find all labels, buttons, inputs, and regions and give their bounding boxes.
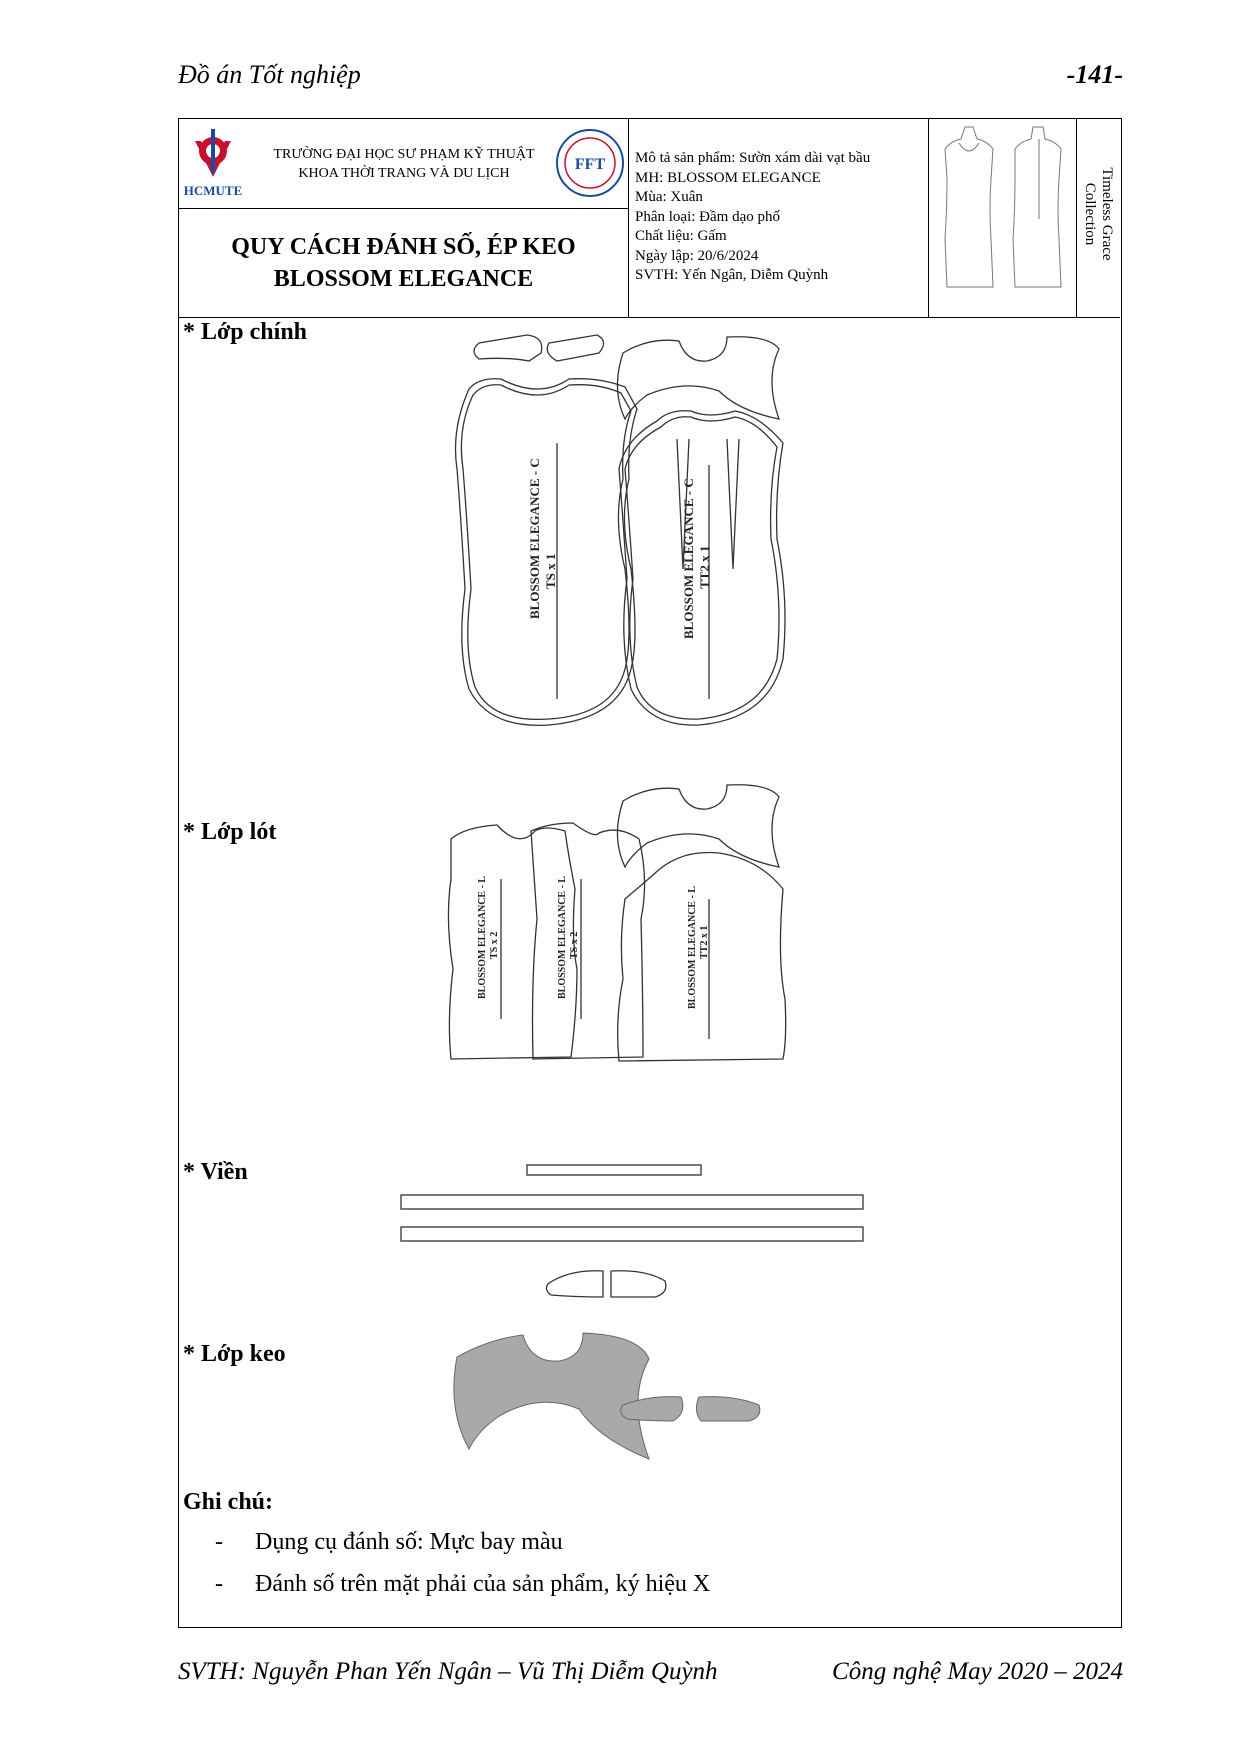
binding-collar-left xyxy=(546,1271,603,1297)
binding-collar-right xyxy=(611,1271,666,1297)
info-date: Ngày lập: 20/6/2024 xyxy=(635,247,759,264)
label-lining-1: BLOSSOM ELEGANCE - L xyxy=(477,875,488,999)
label-main-front: BLOSSOM ELEGANCE - C xyxy=(527,458,542,619)
main-front-panel xyxy=(456,379,638,726)
lining-panel-2 xyxy=(531,823,645,1059)
section-binding: * Viền xyxy=(183,1159,248,1185)
label-lining-3: BLOSSOM ELEGANCE - L xyxy=(687,885,698,1009)
collection-line-2: Collection xyxy=(1082,182,1098,246)
product-info xyxy=(629,119,929,317)
main-back-yoke xyxy=(617,337,779,419)
title-block xyxy=(179,119,1120,318)
pattern-diagram xyxy=(179,319,1120,1679)
svg-text:HCMUTE: HCMUTE xyxy=(183,183,243,198)
school-name: TRƯỜNG ĐẠI HỌC SƯ PHẠM KỸ THUẬT xyxy=(273,147,535,162)
flat-sketch xyxy=(929,119,1077,317)
info-students: SVTH: Yến Ngân, Diễm Quỳnh xyxy=(635,267,829,283)
svg-text:FFT: FFT xyxy=(574,156,606,173)
section-interfacing: * Lớp keo xyxy=(183,1341,286,1367)
sketch-back-dress xyxy=(1013,127,1061,287)
note-item: - Dụng cụ đánh số: Mực bay màu xyxy=(215,1529,563,1555)
label-lining-3-qty: TT2 x 1 xyxy=(699,925,710,959)
footer-program: Công nghệ May 2020 – 2024 xyxy=(832,1658,1123,1685)
footer-students: SVTH: Nguyễn Phan Yến Ngân – Vũ Thị Diễm Quỳnh xyxy=(178,1658,718,1685)
interfacing-collar-right xyxy=(696,1397,759,1421)
binding-strip-3 xyxy=(401,1227,863,1241)
info-description: Mô tả sản phẩm: Sườn xám dài vạt bầu xyxy=(635,150,871,166)
label-main-back: BLOSSOM ELEGANCE - C xyxy=(681,478,696,639)
school-header xyxy=(179,119,629,209)
faculty-name: KHOA THỜI TRANG VÀ DU LỊCH xyxy=(298,166,510,181)
header-title: Đồ án Tốt nghiệp xyxy=(178,60,361,89)
info-code: MH: BLOSSOM ELEGANCE xyxy=(635,169,821,186)
title-line-1: QUY CÁCH ĐÁNH SỐ, ÉP KEO xyxy=(231,234,576,260)
info-material: Chất liệu: Gấm xyxy=(635,228,727,244)
label-main-back-qty: TT2 x 1 xyxy=(697,545,712,589)
notes-heading: Ghi chú: xyxy=(183,1489,274,1515)
fft-logo xyxy=(555,123,625,203)
collection-line-1: Timeless Grace xyxy=(1099,167,1115,261)
collection-name xyxy=(1077,119,1120,317)
label-lining-1-qty: TS x 2 xyxy=(489,931,500,959)
note-item: - Đánh số trên mặt phải của sản phẩm, ký hiệu X xyxy=(215,1571,711,1597)
binding-strip-1 xyxy=(527,1165,701,1175)
section-lining: * Lớp lót xyxy=(183,819,277,845)
binding-strip-2 xyxy=(401,1195,863,1209)
label-lining-2: BLOSSOM ELEGANCE - L xyxy=(557,875,568,999)
page-frame xyxy=(178,118,1122,1628)
main-collar-left xyxy=(474,335,542,361)
info-season: Mùa: Xuân xyxy=(635,189,703,205)
interfacing-yoke xyxy=(454,1333,649,1459)
section-main: * Lớp chính xyxy=(183,319,308,345)
hcmute-logo xyxy=(183,123,257,203)
label-lining-2-qty: TS x 2 xyxy=(569,931,580,959)
info-category: Phân loại: Đầm dạo phố xyxy=(635,208,780,225)
title-line-2: BLOSSOM ELEGANCE xyxy=(273,266,534,292)
main-collar-right xyxy=(547,335,603,361)
label-main-front-qty: TS x 1 xyxy=(543,553,558,589)
page-number: -141- xyxy=(1066,60,1123,89)
doc-title xyxy=(179,209,629,317)
